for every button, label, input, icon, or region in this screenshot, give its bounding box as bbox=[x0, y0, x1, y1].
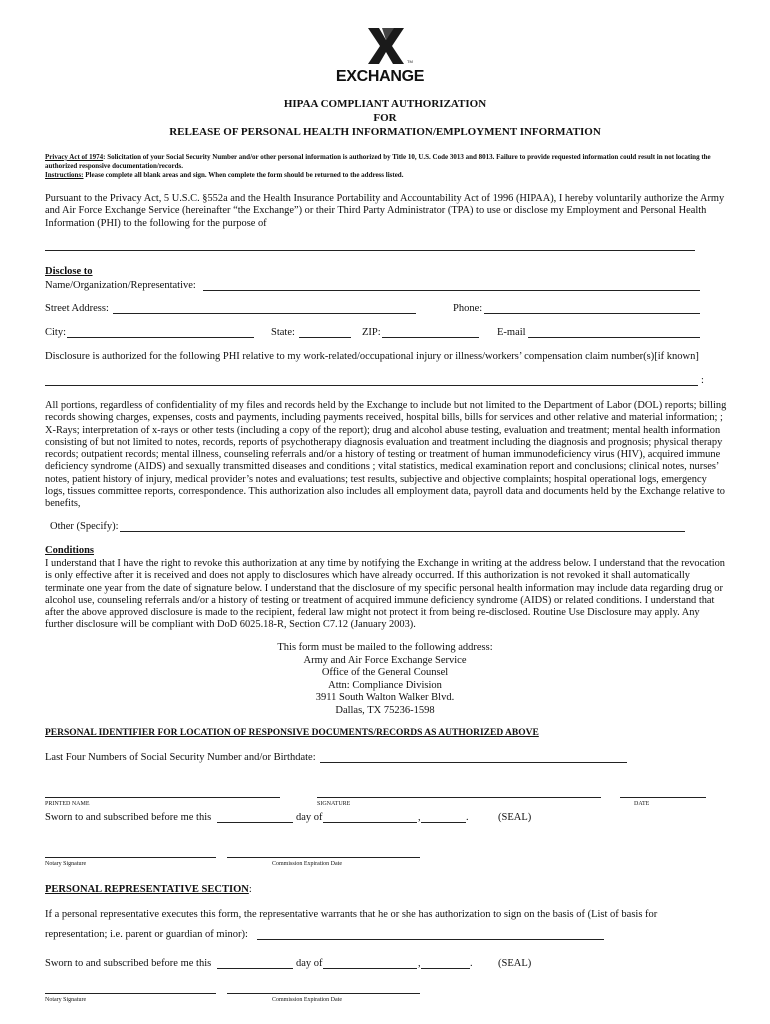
sworn-year-field[interactable] bbox=[421, 822, 466, 823]
period-label: . bbox=[470, 958, 473, 969]
notary-signature-caption: Notary Signature bbox=[45, 997, 87, 1003]
address-line: 3911 South Walton Walker Blvd. bbox=[315, 692, 455, 703]
city-field[interactable] bbox=[67, 337, 254, 338]
privacy-notice bbox=[45, 153, 720, 180]
logo-trademark: TM bbox=[407, 59, 413, 64]
rep-text-line-2: representation; i.e. parent or guardian of minor): bbox=[45, 929, 248, 940]
name-label: Name/Organization/Representative: bbox=[45, 280, 196, 291]
claim-number-field[interactable] bbox=[45, 385, 698, 386]
signature-field[interactable] bbox=[317, 797, 601, 798]
rep-heading: PERSONAL REPRESENTATIVE SECTION bbox=[45, 884, 249, 895]
sworn-month-field[interactable] bbox=[323, 968, 417, 969]
printed-name-field[interactable] bbox=[45, 797, 280, 798]
city-label: City: bbox=[45, 327, 67, 338]
address-line: This form must be mailed to the following address: bbox=[277, 642, 493, 653]
title-line-2: FOR bbox=[373, 112, 397, 124]
commission-expiration-field[interactable] bbox=[227, 993, 420, 994]
day-of-label: day of bbox=[296, 958, 323, 969]
mailing-address bbox=[235, 642, 535, 717]
seal-label: (SEAL) bbox=[498, 958, 532, 969]
ssn-birthdate-field[interactable] bbox=[320, 762, 627, 763]
logo-text: EXCHANGE bbox=[335, 68, 425, 85]
phone-label: Phone: bbox=[453, 303, 483, 314]
printed-name-caption: PRINTED NAME bbox=[45, 801, 90, 807]
purpose-field[interactable] bbox=[45, 250, 695, 251]
signature-caption: SIGNATURE bbox=[317, 801, 351, 807]
comma-label: , bbox=[418, 958, 421, 969]
sworn-label: Sworn to and subscribed before me this bbox=[45, 958, 212, 969]
seal-label: (SEAL) bbox=[498, 812, 532, 823]
email-field[interactable] bbox=[528, 337, 700, 338]
address-line: Dallas, TX 75236-1598 bbox=[335, 704, 435, 716]
identifier-heading: PERSONAL IDENTIFIER FOR LOCATION OF RESPONSIVE DOCUMENTS/RECORDS AS AUTHORIZED ABOVE bbox=[45, 728, 539, 738]
ssn-label: Last Four Numbers of Social Security Number and/or Birthdate: bbox=[45, 752, 316, 763]
zip-field[interactable] bbox=[382, 337, 479, 338]
privacy-act-text: : Solicitation of your Social Security Number and/or other personal information is authorized by Title 10, U.S. Code 3013 and 8013. Failure to provide requested information could result in not locating the authorized responsive documentation/records. bbox=[45, 153, 711, 170]
conditions-heading: Conditions bbox=[45, 545, 95, 556]
notary-signature-caption: Notary Signature bbox=[45, 861, 87, 867]
rep-heading-colon: : bbox=[248, 884, 252, 895]
title-line-3: RELEASE OF PERSONAL HEALTH INFORMATION/EMPLOYMENT INFORMATION bbox=[169, 126, 601, 138]
street-field[interactable] bbox=[113, 313, 416, 314]
conditions-paragraph: I understand that I have the right to revoke this authorization at any time by notifying the Exchange in writing at the address below. I understand that the revocation is only effective after it is received and does not apply to disclosures which have already occurred. If this authorization is not revoked it shall automatically terminate one year from the date of signature below. I understand that the disclosure of my specific personal health information may include data regarding drug or alcohol use, counseling referrals and/or a history of testing or treatment of acquired immune deficiency syndrome (AIDS) or related conditions. I understand that after the above approved disclosure is made to the recipient, federal law might not protect it from being re-disclosed. Routine Use Disclosure may apply. Any further disclosure will be compliant with DoD 6025.18-R, Section C7.12 (January 2003). bbox=[45, 558, 726, 631]
name-field[interactable] bbox=[203, 290, 700, 291]
commission-expiration-field[interactable] bbox=[227, 857, 420, 858]
rep-basis-field[interactable] bbox=[257, 939, 604, 940]
notary-signature-field[interactable] bbox=[45, 993, 216, 994]
state-field[interactable] bbox=[299, 337, 351, 338]
intro-paragraph: Pursuant to the Privacy Act, 5 U.S.C. §552a and the Health Insurance Portability and Accountability Act of 1996 (HIPAA), I hereby voluntarily authorize the Army and Air Force Exchange Service (hereinafter “the Exchange”) or their Third Party Administrator (TPA) to use or disclose my Employment and Personal Health Information (PHI) to the following for the purpose of bbox=[45, 193, 725, 229]
sworn-day-field[interactable] bbox=[217, 968, 293, 969]
zip-label: ZIP: bbox=[362, 327, 381, 338]
commission-expiration-caption: Commission Expiration Date bbox=[272, 997, 342, 1003]
claim-text: Disclosure is authorized for the following PHI relative to my work-related/occupational injury or illness/workers’ compensation claim number(s)[if known] bbox=[45, 351, 699, 362]
sworn-day-field[interactable] bbox=[217, 822, 293, 823]
sworn-month-field[interactable] bbox=[323, 822, 417, 823]
other-field[interactable] bbox=[120, 531, 685, 532]
email-label: E-mail bbox=[497, 327, 526, 338]
state-label: State: bbox=[271, 327, 295, 338]
x-logo-icon bbox=[366, 26, 406, 66]
commission-expiration-caption: Commission Expiration Date bbox=[272, 861, 342, 867]
rep-heading-wrap bbox=[45, 884, 252, 895]
instructions-label: Instructions: bbox=[45, 171, 84, 179]
exchange-logo bbox=[335, 26, 425, 88]
disclose-heading: Disclose to bbox=[45, 266, 93, 277]
date-field[interactable] bbox=[620, 797, 706, 798]
other-label: Other (Specify): bbox=[50, 521, 119, 532]
sworn-label: Sworn to and subscribed before me this bbox=[45, 812, 212, 823]
period-label: . bbox=[466, 812, 469, 823]
street-label: Street Address: bbox=[45, 303, 109, 314]
instructions-text: Please complete all blank areas and sign. When complete the form should be returned to the address listed. bbox=[83, 171, 404, 179]
day-of-label: day of bbox=[296, 812, 323, 823]
address-line: Office of the General Counsel bbox=[321, 667, 449, 678]
address-line: Army and Air Force Exchange Service bbox=[303, 654, 467, 666]
address-line: Attn: Compliance Division bbox=[328, 679, 442, 691]
records-paragraph: All portions, regardless of confidentiality of my files and records held by the Exchange to include but not limited to the Department of Labor (DOL) reports; billing records showing charges, expenses, costs and payments, including payments received, hospital bills, bills for services and other relative and material information; ; X-Rays; interpretation of x-rays or other tests (including a copy of the report); drug and alcohol abuse testing, evaluation and treatment; mental health information consisting of but not limited to notes, records, reports of psychotherapy diagnosis evaluation and treatment including the diagnosis and prognosis; physical therapy records; outpatient records; mental illness, counseling referrals and/or a history of testing or treatment of human immunodeficiency virus (HIV), acquired immune deficiency syndrome (AIDS) and sexually transmitted diseases and conditions ; vital statistics, medical examination report and conclusions; clinical notes, nurses’ notes, patient history of injury, medical provider’s notes and evaluations; test results, subjective and objective complaints; hospital operational logs, emergency logs, tissues committee reports, correspondence. This authorization also includes all employment data, payroll data and documents held by the Exchange relative to benefits, bbox=[45, 400, 727, 510]
privacy-act-label: Privacy Act of 1974 bbox=[45, 153, 104, 161]
date-caption: DATE bbox=[634, 801, 650, 807]
phone-field[interactable] bbox=[484, 313, 700, 314]
sworn-year-field[interactable] bbox=[421, 968, 470, 969]
rep-text-line-1: If a personal representative executes this form, the representative warrants that he or she has authorization to sign on the basis of (List of basis for bbox=[45, 909, 658, 920]
notary-signature-field[interactable] bbox=[45, 857, 216, 858]
comma-label: , bbox=[418, 812, 421, 823]
title-line-1: HIPAA COMPLIANT AUTHORIZATION bbox=[283, 98, 487, 110]
claim-colon: : bbox=[701, 375, 704, 386]
